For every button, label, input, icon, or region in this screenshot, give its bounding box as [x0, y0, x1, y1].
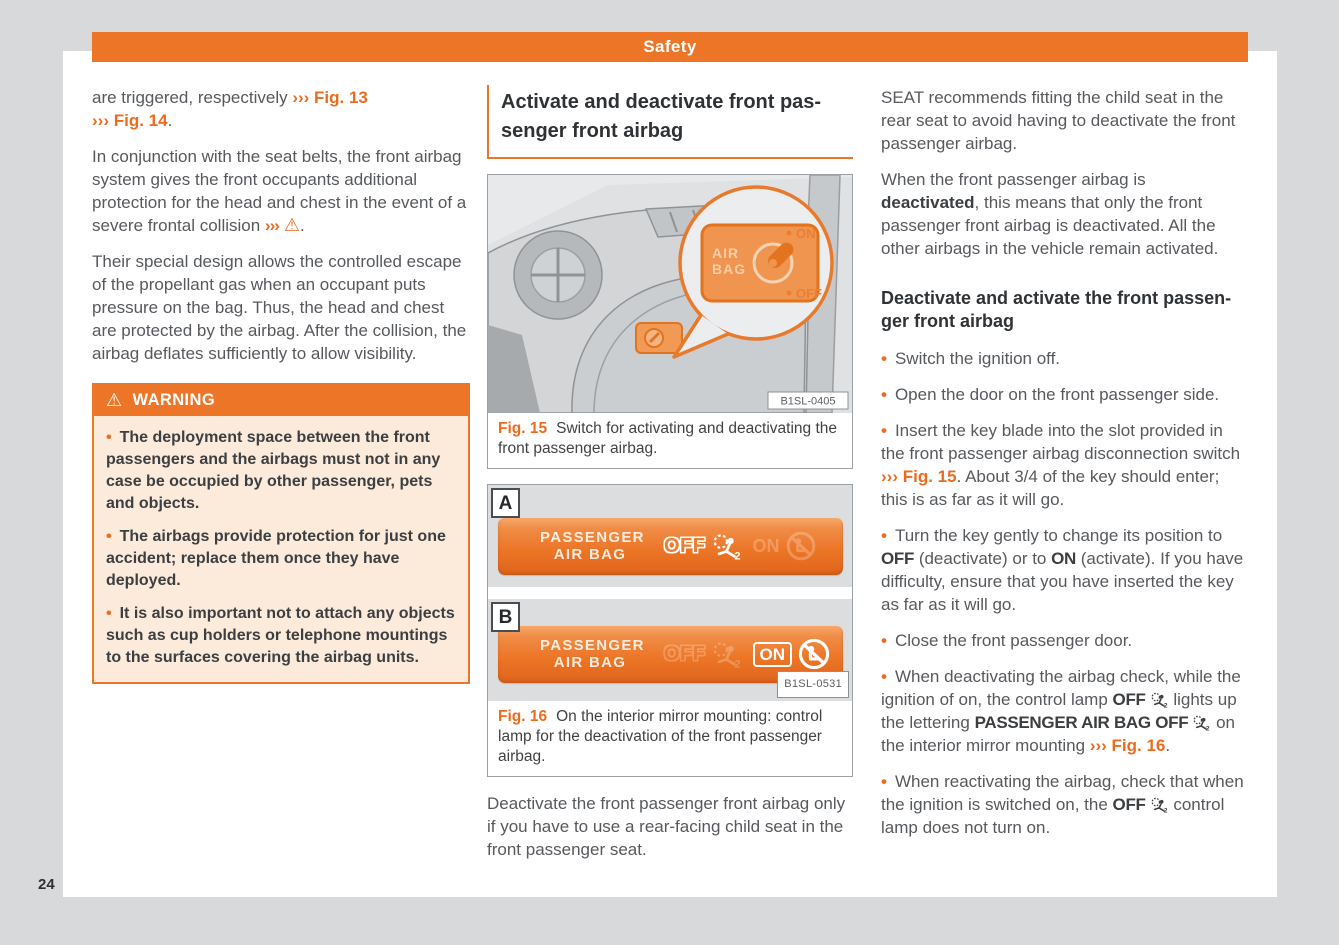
panel-a-label: A — [491, 488, 520, 518]
bullet-item: • When reactivating the airbag, check that when the ignition is switched on, the OFF 2 control lamp does not turn on. — [881, 772, 1244, 837]
paragraph: Their special design allows the controlled escape of the propellant gas when an occupant puts pressure on the bag. Thus, the head and chest are protected by the airbag. After the collision, the airbag deflates sufficiently to allow visibility. — [92, 252, 467, 363]
fig13-reference[interactable]: ››› Fig. 13 — [292, 88, 368, 107]
fig14-reference[interactable]: ››› Fig. 14 — [92, 111, 168, 130]
warning-item: • It is also important not to attach any objects such as cup holders or telephone mountings to the surfaces covering the airbag units. — [106, 605, 455, 666]
fig16-panel-b — [488, 599, 852, 701]
emphasized-text: deactivated — [881, 193, 975, 212]
fig16-caption: Fig. 16 On the interior mirror mounting: control lamp for the deactivation of the front passenger airbag. — [488, 701, 852, 776]
bullet-marker: • — [881, 349, 887, 368]
body-text: . — [167, 111, 173, 130]
on-lamp-lit: ON — [753, 637, 832, 671]
bullet-item: • Switch the ignition off. — [881, 349, 1061, 368]
warning-body — [94, 416, 468, 682]
warning-box — [92, 383, 470, 684]
off-label: OFF — [881, 549, 915, 568]
page-number: 24 — [38, 876, 55, 893]
bullet-item: • Insert the key blade into the slot provided in the front passenger airbag disconnection switch ››› Fig. 15. About 3/4 of the key should enter; this is as far as it will go. — [881, 421, 1241, 509]
airbag-crossed-icon — [797, 637, 831, 671]
right-column — [881, 86, 1247, 852]
bullet-item: • Close the front passenger door. — [881, 631, 1133, 650]
bullet-marker: • — [881, 421, 887, 440]
airbag-child-seat-icon — [711, 533, 743, 560]
bullet-item: • Open the door on the front passenger side. — [881, 385, 1220, 404]
warning-triangle-icon: ⚠ — [106, 390, 123, 410]
figure-15 — [487, 174, 853, 469]
off-lamp-unlit: OFF 2 — [664, 641, 743, 668]
fig15-caption: Fig. 15 Switch for activating and deactivating the front passenger airbag. — [488, 413, 852, 468]
off-label: OFF — [1112, 795, 1146, 814]
fig15-label: Fig. 15 — [498, 420, 548, 437]
bullet-item: • When deactivating the airbag check, while the ignition of on, the control lamp OFF 2 lights up the lettering PASSENGER AIR BAG OFF 2 on the interior mirror mounting ››› Fig. 16. — [881, 667, 1241, 755]
panel-b-label: B — [491, 602, 520, 632]
warning-item: • The airbags provide protection for just one accident; replace them once they have deployed. — [106, 528, 446, 589]
passenger-airbag-text: PASSENGER AIR BAG — [540, 637, 645, 671]
paragraph: When the front passenger airbag is deactivated, this means that only the front passenger front airbag is deactivated. All the other airbags in the vehicle remain activated. — [881, 170, 1219, 258]
passenger-airbag-text: PASSENGER AIR BAG — [540, 529, 645, 563]
switch-on-label: ON — [796, 226, 816, 241]
airbag-child-seat-icon — [711, 641, 743, 668]
ref-arrow: ››› — [264, 216, 279, 235]
svg-text:2: 2 — [733, 657, 741, 668]
airbag-off-indicator-icon — [1150, 692, 1169, 708]
airbag-off-indicator-icon — [1192, 715, 1211, 731]
bullet-marker: • — [881, 385, 887, 404]
warning-triangle-icon: ⚠ — [283, 215, 301, 235]
on-label: ON — [1051, 549, 1077, 568]
section-header-bar — [92, 32, 1248, 62]
panel-gap — [488, 587, 852, 599]
bullet-item: • Turn the key gently to change its position to OFF (deactivate) or to ON (activate). If you have difficulty, ensure that you have inserted the key as far as it will go. — [881, 526, 1244, 614]
paragraph — [92, 145, 470, 237]
fig16-reference[interactable]: ››› Fig. 16 — [1089, 736, 1166, 755]
bullet-marker: • — [881, 772, 887, 791]
switch-off-label: OFF — [796, 286, 822, 301]
warning-header — [94, 385, 468, 416]
body-text: In conjunction with the seat belts, the front airbag system gives the front occupants additional protection for the head and chest in the event of a severe frontal collision — [92, 147, 467, 235]
bullet-marker: • — [106, 605, 112, 622]
bullet-marker: • — [106, 528, 112, 545]
passenger-air-bag-off-lettering: PASSENGER AIR BAG OFF — [974, 713, 1189, 732]
airbag-crossed-icon — [785, 530, 817, 562]
sub-heading: Deactivate and activate the front passen- ger front airbag — [881, 288, 1232, 331]
warning-title: WARNING — [132, 391, 216, 409]
section-heading: Activate and deactivate front pas- senger front airbag — [487, 85, 853, 159]
svg-text:2: 2 — [1163, 702, 1168, 708]
bullet-marker: • — [881, 526, 887, 545]
svg-text:2: 2 — [733, 549, 741, 560]
off-lamp-lit: OFF 2 — [664, 533, 743, 560]
airbag-off-indicator-icon — [1150, 797, 1169, 813]
image-code: B1SL-0531 — [777, 671, 849, 698]
off-label: OFF — [1112, 690, 1146, 709]
svg-text:2: 2 — [1206, 725, 1210, 731]
svg-text:2: 2 — [1163, 807, 1168, 813]
body-text: are triggered, respectively — [92, 88, 293, 107]
section-title: Safety — [643, 37, 697, 56]
switch-text-air: AIR — [712, 245, 740, 261]
bullet-marker: • — [106, 429, 112, 446]
middle-column — [487, 85, 853, 874]
fig15-dashboard-illustration — [488, 175, 852, 413]
bullet-marker: • — [881, 631, 887, 650]
fig16-panel-a — [488, 485, 852, 587]
bullet-marker: • — [881, 667, 887, 686]
fig16-label: Fig. 16 — [498, 708, 548, 725]
on-lamp-unlit: ON — [753, 530, 817, 562]
left-column — [92, 86, 470, 684]
fig15-reference[interactable]: ››› Fig. 15 — [881, 467, 957, 486]
paragraph: Deactivate the front passenger front airbag only if you have to use a rear-facing child seat in the front passenger seat. — [487, 794, 846, 859]
passenger-airbag-display-a — [498, 517, 843, 575]
paragraph — [92, 86, 470, 132]
paragraph: SEAT recommends fitting the child seat in the rear seat to avoid having to deactivate the front passenger airbag. — [881, 88, 1236, 153]
figure-16 — [487, 484, 853, 777]
image-code: B1SL-0405 — [780, 395, 836, 408]
switch-text-bag: BAG — [712, 261, 747, 277]
warning-item: • The deployment space between the front passengers and the airbags must not in any case be occupied by other passenger, pets and objects. — [106, 429, 441, 512]
body-text: . — [300, 216, 305, 235]
